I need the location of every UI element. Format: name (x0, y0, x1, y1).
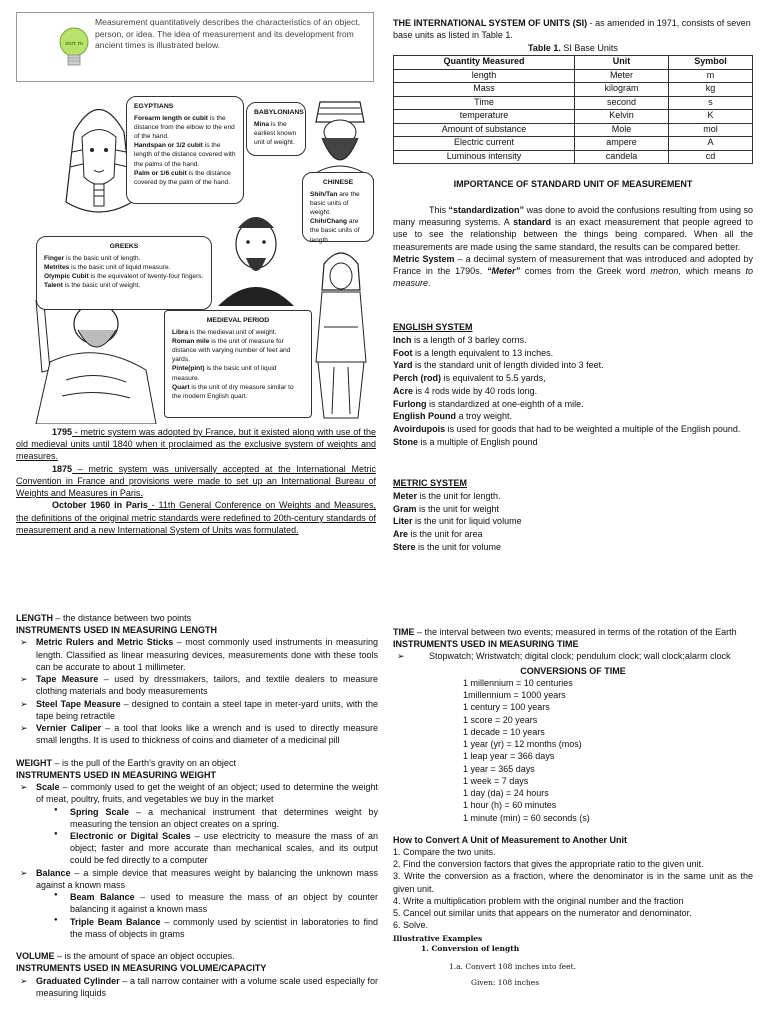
table-cell: s (669, 96, 753, 110)
illustrative-subtitle: 1. Conversion of length (421, 943, 520, 953)
term: Palm or 1/6 cubit (134, 169, 187, 177)
column-header: Unit (575, 56, 669, 70)
term: Handspan or 1/2 cubit (134, 142, 203, 150)
table-cell: kilogram (575, 83, 669, 97)
term-desc: is the basic unit of weight. (62, 282, 141, 290)
conversion-item: 1 century = 100 years (463, 702, 550, 713)
term-desc: is the equivalent of twenty-four fingers. (88, 272, 204, 280)
lightbulb-icon (58, 26, 90, 72)
table-cell: Amount of substance (394, 123, 575, 137)
list-item (16, 867, 378, 891)
term: LENGTH (16, 613, 53, 623)
text: – a decimal system of measurement that was introduced and adopted by France in the 1790s. (393, 253, 753, 276)
term-desc: is the unit of measure for distance with varying number of feet and yards. (172, 337, 291, 364)
term: Forearm length or cubit (134, 114, 209, 122)
column-header: Quantity Measured (394, 56, 575, 70)
table-cell: candela (575, 150, 669, 164)
term: Libra (172, 328, 189, 336)
caption-text: SI Base Units (560, 43, 618, 53)
time-column (393, 626, 753, 988)
column-header: Symbol (669, 56, 753, 70)
list-item (16, 722, 378, 746)
table-cell: kg (669, 83, 753, 97)
term: WEIGHT (16, 757, 52, 768)
history-section (16, 426, 376, 536)
term: Furlong (393, 398, 427, 409)
term: Yard (393, 360, 413, 371)
conversion-item: 1 week = 7 days (463, 775, 529, 786)
table-cell: Electric current (394, 137, 575, 151)
term: Graduated Cylinder (36, 975, 120, 986)
term: Metric Rulers and Metric Sticks (36, 637, 174, 648)
term: Meter (393, 490, 418, 501)
term-desc: is the unit for liquid volume (412, 516, 522, 527)
term: Are (393, 529, 409, 540)
term: English Pound (393, 411, 456, 422)
table-row (394, 150, 753, 164)
term: Spring Scale (70, 806, 130, 817)
bulb-label: sort m (65, 41, 83, 47)
table-row (394, 69, 753, 83)
table-cell: temperature (394, 110, 575, 124)
medieval-woman-illustration (304, 242, 378, 422)
list-item (393, 398, 753, 411)
term: Scale (36, 782, 60, 793)
history-paragraph (16, 463, 376, 500)
history-paragraph (16, 426, 376, 463)
term-desc: is the medieval unit of weight. (188, 328, 277, 336)
term: Triple Beam Balance (70, 916, 161, 927)
conversion-item: 1 score = 20 years (463, 714, 538, 725)
callout-medieval (164, 310, 312, 418)
table-row (394, 96, 753, 110)
term: Stere (393, 541, 416, 552)
callout-babylonians (246, 102, 306, 156)
metric-system-paragraph (393, 253, 753, 289)
term-desc: – a simple device that measures weight by balancing the unknown mass against a known mass (36, 867, 378, 890)
table-header-row (394, 56, 753, 70)
term: Stone (393, 436, 419, 447)
list-item (393, 423, 753, 436)
history-paragraph (16, 499, 376, 536)
list-item (393, 359, 753, 372)
metric-system-section (393, 477, 753, 554)
term: Chih/Chang (310, 218, 347, 226)
term-desc: – a tall narrow container with a volume scale used especially for measuring liquids (36, 975, 378, 998)
callout-egyptians (126, 96, 244, 204)
term-desc: are the basic units of length (310, 218, 360, 244)
table-cell: length (394, 69, 575, 83)
convert-step: 6. Solve. (393, 920, 429, 931)
term: Gram (393, 503, 417, 514)
term-desc: – a mechanical instrument that determines weight by measuring the tension an object creates on a spring. (70, 806, 378, 829)
term: Perch (rod) (393, 373, 442, 384)
section-heading: INSTRUMENTS USED IN MEASURING LENGTH (16, 625, 218, 636)
term-desc: is the unit for length. (417, 490, 501, 501)
table-row (394, 110, 753, 124)
intro-text: Measurement quantitatively describes the characteristics of an object, person, or idea. The idea of measurement and its development from ancient times is illustrated below. (95, 17, 361, 51)
instruments-column (16, 612, 378, 999)
sub-item (16, 916, 378, 940)
term-desc: – designed to contain a steel tape in meter-yard units, with the tape being retractile (36, 698, 378, 721)
term-desc: is the unit of dry measure similar to the modern English quart. (172, 383, 294, 401)
term: VOLUME (16, 951, 55, 962)
section-heading: INSTRUMENTS USED IN MEASURING VOLUME/CAPACITY (16, 963, 267, 974)
term-desc: is the basic unit of liquid measure. (172, 365, 277, 382)
term: Avoirdupois (393, 424, 446, 435)
table-cell: Mass (394, 83, 575, 97)
text: “Meter” (487, 265, 521, 276)
term-desc: is used for goods that had to be weighted a multiple of the English pound. (445, 424, 741, 435)
term: Quart (172, 383, 190, 391)
sub-item (16, 830, 378, 867)
callout-heading: CHINESE (322, 179, 354, 186)
si-title-rest: - as amended in 1971, consists of seven base units as listed in Table 1. (393, 18, 751, 41)
term-desc: is the standard unit of length divided into 3 feet. (412, 360, 604, 371)
term-desc: – used by dressmakers, tailors, and textile dealers to measure clothing materials and body measurements (36, 674, 379, 697)
text: Metric System (393, 253, 455, 264)
table-cell: second (575, 96, 669, 110)
english-system-section (393, 321, 753, 449)
table-cell: cd (669, 150, 753, 164)
table-cell: ampere (575, 137, 669, 151)
list-item (16, 673, 378, 697)
conversion-item: 1 year (yr) = 12 months (mos) (463, 739, 582, 750)
conversions-heading: CONVERSIONS OF TIME (520, 665, 626, 676)
callout-heading: BABYLONIANS (254, 109, 304, 116)
term: Finger (44, 254, 65, 262)
table-cell: m (669, 69, 753, 83)
table-row (394, 83, 753, 97)
convert-step: 3. Write the conversion as a fraction, where the denominator is in the same unit as the given unit. (393, 871, 753, 894)
term-desc: – a tool that looks like a wrench and is used to directly measure small lengths. It is used to thickness of coins and diameter of a medicinal pill (36, 723, 378, 746)
term-desc: – commonly used to get the weight of an object; used to determine the weight of meat, poultry, fruits, and vegetables we buy in the market (36, 782, 378, 805)
chinese-sage-illustration (212, 206, 300, 306)
conversion-item: 1 decade = 10 years (463, 726, 545, 737)
convert-step: 4. Write a multiplication problem with the original number and the fraction (393, 895, 684, 906)
term-desc: is standardized at one-eighth of a mile. (426, 398, 584, 409)
term-desc: is 4 rods wide by 40 rods long. (413, 385, 538, 396)
standardization-paragraph (393, 204, 753, 253)
conversion-item: 1 millennium = 10 centuries (463, 677, 573, 688)
text: to measure (393, 265, 753, 288)
importance-heading: IMPORTANCE OF STANDARD UNIT OF MEASUREMENT (453, 179, 693, 189)
term-desc: – the interval between two events; measured in terms of the rotation of the Earth (414, 627, 737, 637)
callout-greeks (36, 236, 212, 310)
table-cell: Time (394, 96, 575, 110)
term-desc: – is the amount of space an object occupies. (54, 951, 235, 962)
conversion-item: 1 hour (h) = 60 minutes (463, 800, 557, 811)
term: Vernier Caliper (36, 723, 102, 734)
list-item (393, 541, 753, 554)
term: Tape Measure (36, 674, 99, 685)
text: standard (513, 217, 552, 228)
section-heading: METRIC SYSTEM (393, 478, 468, 488)
text: This (429, 205, 449, 216)
term-desc: is the basic unit of liquid measure. (69, 263, 171, 271)
term: Electronic or Digital Scales (70, 830, 191, 841)
term: Foot (393, 347, 413, 358)
table-cell: Kelvin (575, 110, 669, 124)
term-desc: – use electricity to measure the mass of an object; faster and more accurate than mechanical scales, and its output could be fed directly to a computer (70, 830, 378, 866)
term-desc: – commonly used by scientist in laboratories to find the mass of objects in grams (70, 916, 378, 939)
term-desc: are the basic units of weight. (310, 190, 360, 216)
conversion-item: 1 leap year = 366 days (463, 751, 555, 762)
conversion-item: 1millennium = 1000 years (463, 690, 566, 701)
term: Steel Tape Measure (36, 698, 121, 709)
history-year: 1795 (52, 427, 73, 437)
greek-statue-illustration (16, 300, 166, 424)
list-item (16, 975, 378, 999)
list-item (393, 490, 753, 503)
term: Acre (393, 385, 414, 396)
importance-section (393, 178, 753, 289)
term: Liter (393, 516, 413, 527)
table-caption (393, 43, 753, 55)
term-desc: – the distance between two points (53, 613, 192, 623)
list-item (393, 347, 753, 360)
history-year: October 1960 in Paris (52, 500, 148, 511)
caption-label: Table 1. (528, 43, 561, 53)
text: was done to avoid the confusions resulting from using so many measuring systems. A (393, 205, 753, 228)
list-item (393, 385, 753, 398)
term: Shih/Tan (310, 190, 338, 198)
sub-item (16, 891, 378, 915)
term-desc: – used to measure the mass of an object by counter balancing it against a known mass (70, 892, 378, 915)
text: . (428, 277, 431, 288)
text: comes from the Greek word (520, 265, 651, 276)
term-desc: is a length of 3 barley corns. (411, 334, 527, 345)
length-definition (16, 612, 378, 624)
term: Talent (44, 282, 63, 290)
term: Mina (254, 120, 270, 128)
list-item (16, 698, 378, 722)
list-item (393, 334, 753, 347)
term: Inch (393, 334, 412, 345)
term-desc: is the unit for weight (416, 503, 500, 514)
table-cell: Mole (575, 123, 669, 137)
example-text: 1.a. Convert 108 inches into feet. (449, 962, 576, 971)
term-desc: is a length equivalent to 13 inches. (412, 347, 554, 358)
callout-chinese (302, 172, 374, 242)
callout-heading: MEDIEVAL PERIOD (206, 317, 270, 324)
term-desc: is the distance from the elbow to the end of the hand. (134, 114, 235, 140)
si-title: THE INTERNATIONAL SYSTEM OF UNITS (SI) (393, 18, 588, 28)
convert-heading: How to Convert A Unit of Measurement to Another Unit (393, 834, 627, 845)
list-item (16, 636, 378, 673)
table-cell: Luminous intensity (394, 150, 575, 164)
history-text: - metric system was adopted by France, but it existed along with use of the old medieval units until 1840 when it proclaimed as the exclusive system of weights and measures. (16, 427, 376, 462)
list-item (393, 528, 753, 541)
list-item (393, 515, 753, 528)
term-desc: is the length of the distance covered with the palms of the hand. (134, 142, 236, 168)
term: Balance (36, 867, 71, 878)
si-intro (393, 17, 753, 41)
sub-item (16, 806, 378, 830)
callout-heading: EGYPTIANS (134, 103, 174, 110)
conversion-item: 1 minute (min) = 60 seconds (s) (463, 812, 590, 823)
list-item (393, 503, 753, 516)
list-item (393, 410, 753, 423)
babylonian-illustration (302, 92, 378, 180)
table-row (394, 137, 753, 151)
term-desc: is the earliest known unit of weight. (254, 120, 297, 146)
volume-definition (16, 950, 378, 962)
text: which means (680, 265, 746, 276)
list-item (16, 781, 378, 805)
term-desc: a troy weight. (456, 411, 513, 422)
term: Olympic Cubit (44, 272, 89, 280)
table-cell: Meter (575, 69, 669, 83)
term: Roman mile (172, 337, 210, 345)
table-cell: K (669, 110, 753, 124)
term-desc: is equivalent to 5.5 yards, (441, 373, 546, 384)
history-text: – metric system was universally accepted at the International Metric Convention in France and provisions were made to set up an International Bureau of Weights and Measures in Paris. (16, 463, 376, 499)
table-cell: A (669, 137, 753, 151)
instruments-text: Stopwatch; Wristwatch; digital clock; pendulum clock; wall clock;alarm clock (429, 651, 731, 662)
text: is an exact measurement that people agreed to use to see the relationship between the things being compared. When all the measurements are made using the same standard, the results can be compared better. (393, 217, 753, 252)
list-item (393, 372, 753, 385)
term-desc: – is the pull of the Earth’s gravity on an object (52, 757, 236, 768)
term: Metrites (44, 263, 70, 271)
text: “standardization” (448, 205, 525, 216)
si-base-units-table (393, 55, 753, 164)
callout-heading: GREEKS (109, 243, 139, 250)
list-item (393, 436, 753, 449)
term: TIME (393, 627, 415, 637)
time-definition (393, 626, 753, 638)
given-text: Given: 108 inches (471, 978, 540, 988)
section-heading: INSTRUMENTS USED IN MEASURING TIME (393, 639, 579, 650)
history-year: 1875 (52, 463, 73, 474)
conversion-item: 1 year = 365 days (463, 763, 535, 774)
term-desc: is the basic unit of length. (64, 254, 141, 262)
weight-definition (16, 757, 378, 769)
term: Beam Balance (70, 892, 135, 903)
convert-step: 5. Cancel out similar units that appears on the numerator and denominator. (393, 908, 692, 919)
term-desc: is the unit for area (408, 529, 483, 540)
term-desc: is the distance covered by the palm of the hand. (134, 169, 231, 187)
term-desc: is the unit for volume (415, 541, 502, 552)
table-row (394, 123, 753, 137)
term-desc: – most commonly used instruments in measuring length. Classified as linear measuring devices, measurements done with these tools can be accurate to about 1 millimeter. (36, 637, 378, 672)
section-heading: ENGLISH SYSTEM (393, 322, 473, 332)
text: metron, (650, 265, 681, 276)
convert-step: 2. Find the conversion factors that gives the appropriate ratio to the given unit. (393, 859, 704, 870)
table-cell: mol (669, 123, 753, 137)
time-instruments (393, 650, 753, 662)
history-text: - 11th General Conference on Weights and Measures, the definitions of the original metric standards were redefined to 20th-century standards of measurement and a new International System of Units was formulated. (16, 500, 376, 535)
term: Pinte(pint) (172, 365, 205, 373)
illustrative-examples-title: Illustrative Examples (393, 933, 483, 943)
conversion-item: 1 day (da) = 24 hours (463, 788, 549, 799)
section-heading: INSTRUMENTS USED IN MEASURING WEIGHT (16, 769, 217, 780)
convert-step: 1. Compare the two units. (393, 846, 496, 857)
conversions-list (463, 677, 753, 824)
term-desc: is a multiple of English pound (418, 436, 538, 447)
